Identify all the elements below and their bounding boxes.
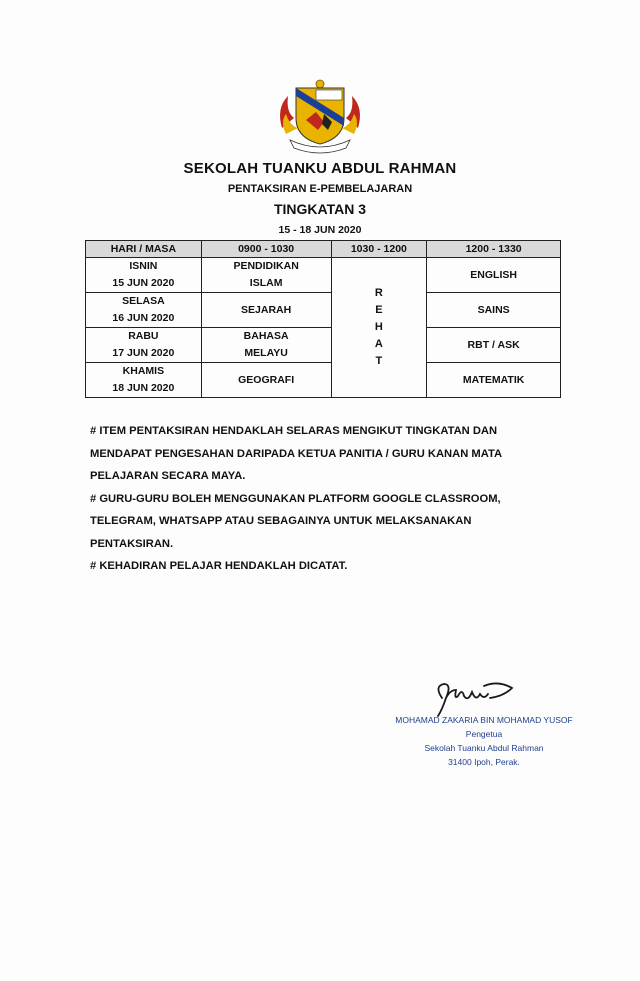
- header-slot-2: 1030 - 1200: [331, 241, 427, 258]
- subject-line: ISLAM: [249, 277, 283, 289]
- day-cell: [86, 363, 202, 398]
- day-date: 15 JUN 2020: [112, 277, 175, 289]
- note-line: PENTAKSIRAN.: [90, 537, 174, 550]
- signatory-address: 31400 Ipoh, Perak.: [448, 757, 520, 767]
- signatory-title: Pengetua: [465, 729, 503, 739]
- break-letter: E: [375, 304, 383, 316]
- school-name: SEKOLAH TUANKU ABDUL RAHMAN: [183, 160, 457, 177]
- note-line: # KEHADIRAN PELAJAR HENDAKLAH DICATAT.: [90, 560, 348, 572]
- table-row: [86, 363, 561, 398]
- table-row: [86, 293, 561, 328]
- date-range: 15 - 18 JUN 2020: [278, 224, 362, 236]
- note-line: MENDAPAT PENGESAHAN DARIPADA KETUA PANITIA / GURU KANAN MATA: [90, 447, 503, 460]
- subject-line: PENDIDIKAN: [233, 260, 299, 272]
- table-row: [86, 328, 561, 363]
- header-slot-3: 1200 - 1330: [427, 241, 561, 258]
- day-date: 17 JUN 2020: [112, 347, 175, 359]
- signatory-school: Sekolah Tuanku Abdul Rahman: [424, 743, 544, 753]
- handwritten-signature: [428, 676, 518, 718]
- note-line: TELEGRAM, WHATSAPP ATAU SEBAGAINYA UNTUK MELAKSANAKAN: [90, 515, 472, 527]
- day-name: SELASA: [122, 295, 165, 307]
- subject-cell: SEJARAH: [201, 293, 331, 328]
- header-slot-1: 0900 - 1030: [201, 241, 331, 258]
- day-date: 16 JUN 2020: [112, 312, 175, 324]
- note-line: # ITEM PENTAKSIRAN HENDAKLAH SELARAS MENGIKUT TINGKATAN DAN: [90, 425, 498, 437]
- header-day-time: HARI / MASA: [86, 241, 202, 258]
- break-letter: A: [374, 338, 383, 350]
- day-cell: [86, 293, 202, 328]
- day-name: RABU: [128, 330, 159, 342]
- day-cell: [86, 258, 202, 293]
- day-cell: [86, 328, 202, 363]
- subject-cell: MATEMATIK: [427, 363, 561, 398]
- signatory-name: MOHAMAD ZAKARIA BIN MOHAMAD YUSOF: [395, 715, 573, 725]
- subject-cell: SAINS: [427, 293, 561, 328]
- day-name: KHAMIS: [122, 365, 165, 377]
- break-letter: T: [375, 355, 383, 367]
- subject-cell: [201, 328, 331, 363]
- school-crest-icon: [272, 78, 368, 154]
- notes-block: [90, 420, 560, 578]
- day-date: 18 JUN 2020: [112, 382, 175, 394]
- table-row: [86, 258, 561, 293]
- subject-cell: [201, 258, 331, 293]
- note-line: PELAJARAN SECARA MAYA.: [90, 470, 246, 482]
- signature-block: [386, 713, 582, 769]
- subject-line: MELAYU: [244, 347, 288, 359]
- break-letter: H: [374, 321, 383, 333]
- break-cell: [331, 258, 427, 398]
- subject-cell: GEOGRAFI: [201, 363, 331, 398]
- break-letter: R: [374, 287, 383, 299]
- note-line: # GURU-GURU BOLEH MENGGUNAKAN PLATFORM GOOGLE CLASSROOM,: [90, 492, 501, 505]
- document-subtitle: PENTAKSIRAN E-PEMBELAJARAN: [227, 183, 413, 195]
- form-level: TINGKATAN 3: [273, 201, 367, 217]
- day-name: ISNIN: [129, 260, 158, 272]
- subject-line: BAHASA: [243, 330, 289, 342]
- assessment-timetable: [85, 240, 561, 398]
- subject-cell: ENGLISH: [427, 258, 561, 293]
- timetable-header-row: [86, 241, 561, 258]
- subject-cell: RBT / ASK: [427, 328, 561, 363]
